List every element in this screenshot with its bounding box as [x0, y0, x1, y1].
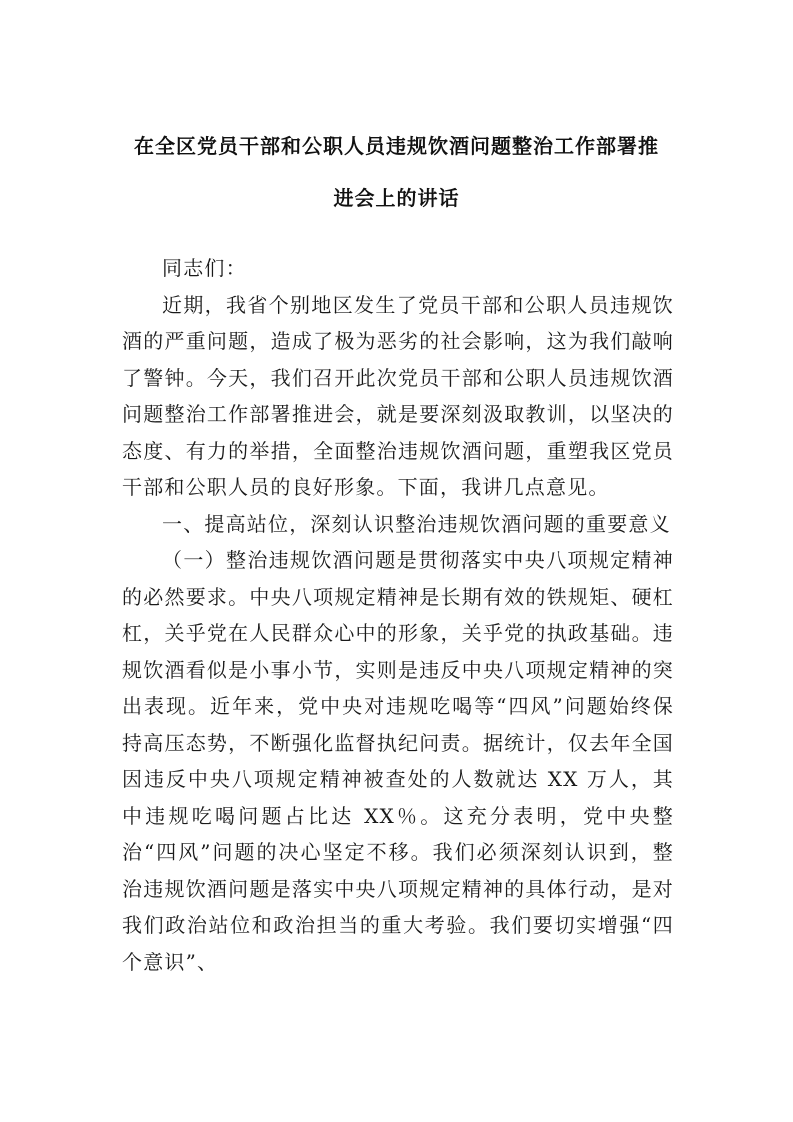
section-heading-1: 一、提高站位，深刻认识整治违规饮酒问题的重要意义	[162, 511, 671, 536]
document-title-line-1: 在全区党员干部和公职人员违规饮酒问题整治工作部署推	[134, 134, 659, 158]
document-title-line-2: 进会上的讲话	[333, 186, 460, 210]
paragraph-subsection-1: （一）整治违规饮酒问题是贯彻落实中央八项规定精神的必然要求。中央八项规定精神是长期有效的铁规矩、硬杠杠，关乎党在人民群众心中的形象，关乎党的执政基础。违规饮酒看似是小事小节，实则是违反中央八项规定精神的突出表现。近年来，党中央对违规吃喝等“四风”问题始终保持高压态势，不断强化监督执纪问责。据统计，仅去年全国因违反中央八项规定精神被查处的人数就达 XX 万人，其中违规吃喝问题占比达 XX％。这充分表明，党中央整治“四风”问题的决心坚定不移。我们必须深刻认识到，整治违规饮酒问题是落实中央八项规定精神的具体行动，是对我们政治站位和政治担当的重大考验。我们要切实增强“四个意识”、	[122, 548, 674, 974]
salutation: 同志们：	[162, 256, 247, 280]
document-body	[122, 250, 674, 980]
paragraph-intro: 近期，我省个别地区发生了党员干部和公职人员违规饮酒的严重问题，造成了极为恶劣的社会影响，这为我们敲响了警钟。今天，我们召开此次党员干部和公职人员违规饮酒问题整治工作部署推进会，就是要深刻汲取教训，以坚决的态度、有力的举措，全面整治违规饮酒问题，重塑我区党员干部和公职人员的良好形象。下面，我讲几点意见。	[122, 292, 674, 499]
